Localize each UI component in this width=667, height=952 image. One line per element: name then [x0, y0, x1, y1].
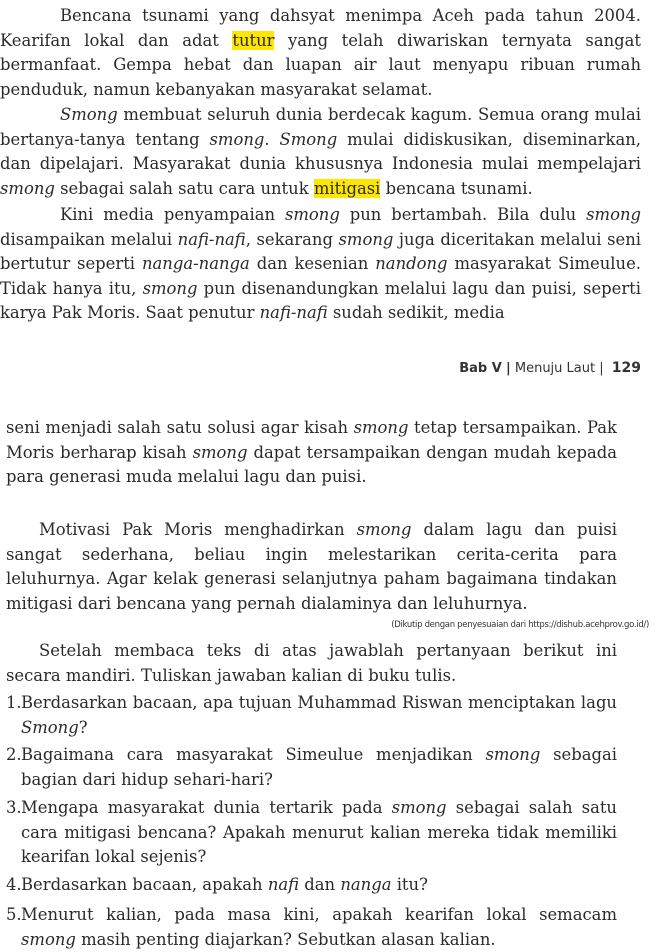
instruction-paragraph: Setelah membaca teks di atas jawablah pertanyaan berikut ini secara mandiri. Tuliskan jawaban kalian di buku tulis.: [6, 641, 617, 685]
question-5: 5. Menurut kalian, pada masa kini, apakah kearifan lokal semacam smong masih penting diajarkan? Sebutkan alasan kalian.: [6, 905, 617, 949]
paragraph-media-smong: Kini media penyampaian smong pun bertambah. Bila dulu smong disampaikan melalui nafi-nafi, sekarang smong juga diceritakan melalui seni bertutur seperti nanga-nanga dan kesenian nandong masyarakat Simeulue. Tidak hanya itu, smong pun disenandungkan melalui lagu dan puisi, seperti karya Pak Moris. Saat penutur nafi-nafi sudah sedikit, media: [0, 205, 642, 323]
paragraph-smong-kagum: Smong membuat seluruh dunia berdecak kagum. Semua orang mulai bertanya-tanya tentang smong. Smong mulai didiskusikan, diseminarkan, dan dipelajari. Masyarakat dunia khususnya Indonesia mulai mempelajari smong sebagai salah satu cara untuk mitigasi bencana tsunami.: [0, 105, 641, 198]
chapter-label: Bab V: [459, 361, 502, 376]
highlight-tutur: tutur: [232, 30, 275, 50]
section-title: Menuju Laut: [514, 361, 596, 376]
question-1: 1. Berdasarkan bacaan, apa tujuan Muhammad Riswan menciptakan lagu Smong?: [6, 693, 617, 737]
question-2: 2. Bagaimana cara masyarakat Simeulue menjadikan smong sebagai bagian dari hidup sehari-hari?: [6, 745, 617, 789]
paragraph-seni-solusi: seni menjadi salah satu solusi agar kisah smong tetap tersampaikan. Pak Moris berharap kisah smong dapat tersampaikan dengan mudah kepada para generasi muda melalui lagu dan puisi.: [6, 418, 617, 487]
page-number: 129: [611, 360, 641, 376]
paragraph-tsunami-aceh: Bencana tsunami yang dahsyat menimpa Aceh pada tahun 2004. Kearifan lokal dan adat tutur yang telah diwariskan ternyata sangat bermanfaat. Gempa hebat dan luapan air laut menyapu ribuan rumah penduduk, namun kebanyakan masyarakat selamat.: [0, 6, 641, 99]
footer-separator: |: [505, 361, 511, 376]
page-footer: [459, 360, 641, 376]
question-4: 4. Berdasarkan bacaan, apakah nafi dan nanga itu?: [6, 875, 428, 894]
highlight-mitigasi: mitigasi: [313, 178, 381, 198]
question-3: 3. Mengapa masyarakat dunia tertarik pada smong sebagai salah satu cara mitigasi bencana? Apakah menurut kalian mereka tidak memiliki kearifan lokal sejenis?: [6, 798, 617, 867]
footer-separator-2: |: [599, 361, 604, 376]
source-citation: (Dikutip dengan penyesuaian dari https://dishub.acehprov.go.id/): [391, 620, 649, 630]
paragraph-motivasi: Motivasi Pak Moris menghadirkan smong dalam lagu dan puisi sangat sederhana, beliau ingin melestarikan cerita-cerita para leluhurnya. Agar kelak generasi selanjutnya paham bagaimana tindakan mitigasi dari bencana yang pernah dialaminya dan leluhurnya.: [6, 520, 617, 613]
